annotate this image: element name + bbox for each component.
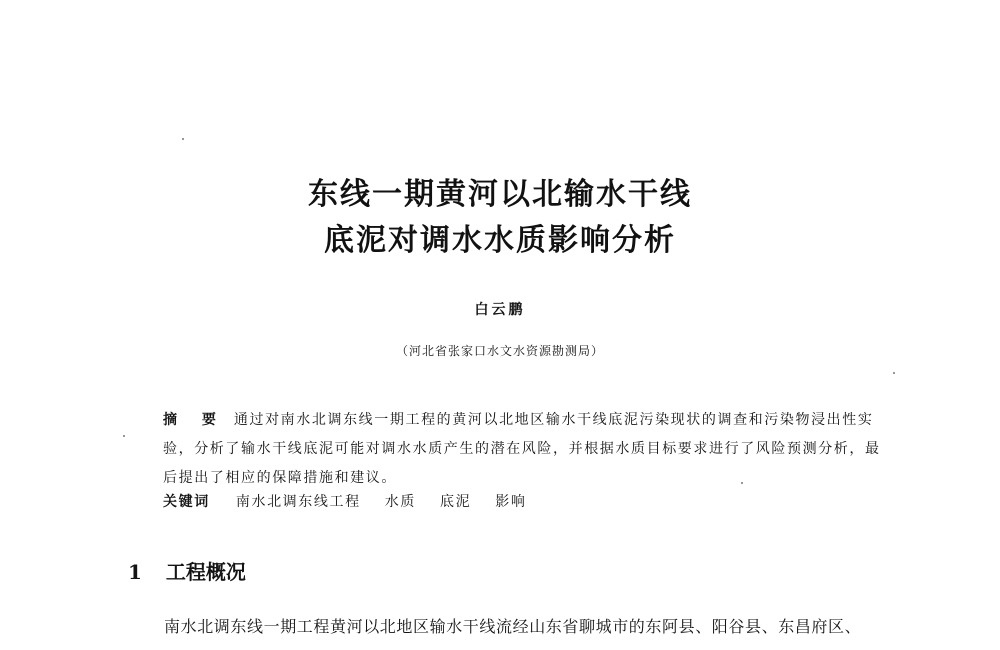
section-title: 工程概况 — [165, 560, 246, 584]
abstract — [163, 406, 883, 493]
keywords-label: 关键词 — [163, 494, 210, 510]
paper-title-line-2: 底泥对调水水质影响分析 — [324, 223, 676, 258]
keyword-item: 水质 — [384, 494, 416, 510]
keyword-item: 影响 — [495, 494, 527, 510]
author-name: 白云鹏 — [474, 302, 526, 318]
keyword-item: 南水北调东线工程 — [235, 494, 361, 510]
abstract-text: 通过对南水北调东线一期工程的黄河以北地区输水干线底泥污染现状的调查和污染物浸出性实验，分析了输水干线底泥可能对调水水质产生的潜在风险，并根据水质目标要求进行了风险预测分析，最后提出了相应的保障措施和建议。 — [163, 412, 881, 486]
scan-speck — [741, 482, 743, 484]
body-paragraph: 南水北调东线一期工程黄河以北地区输水干线流经山东省聊城市的东阿县、阳谷县、东昌府区、 — [164, 617, 862, 636]
keywords — [163, 492, 544, 512]
scan-speck — [182, 138, 184, 140]
keyword-item: 底泥 — [440, 494, 472, 510]
scan-speck — [123, 435, 125, 437]
author-affiliation: （河北省张家口水文水资源勘测局） — [395, 344, 604, 358]
paper-title-line-1: 东线一期黄河以北输水干线 — [308, 177, 692, 212]
section-number: 1 — [128, 560, 142, 584]
section-heading — [128, 558, 246, 586]
scan-speck — [893, 372, 895, 374]
abstract-label: 摘 要 — [163, 412, 226, 428]
